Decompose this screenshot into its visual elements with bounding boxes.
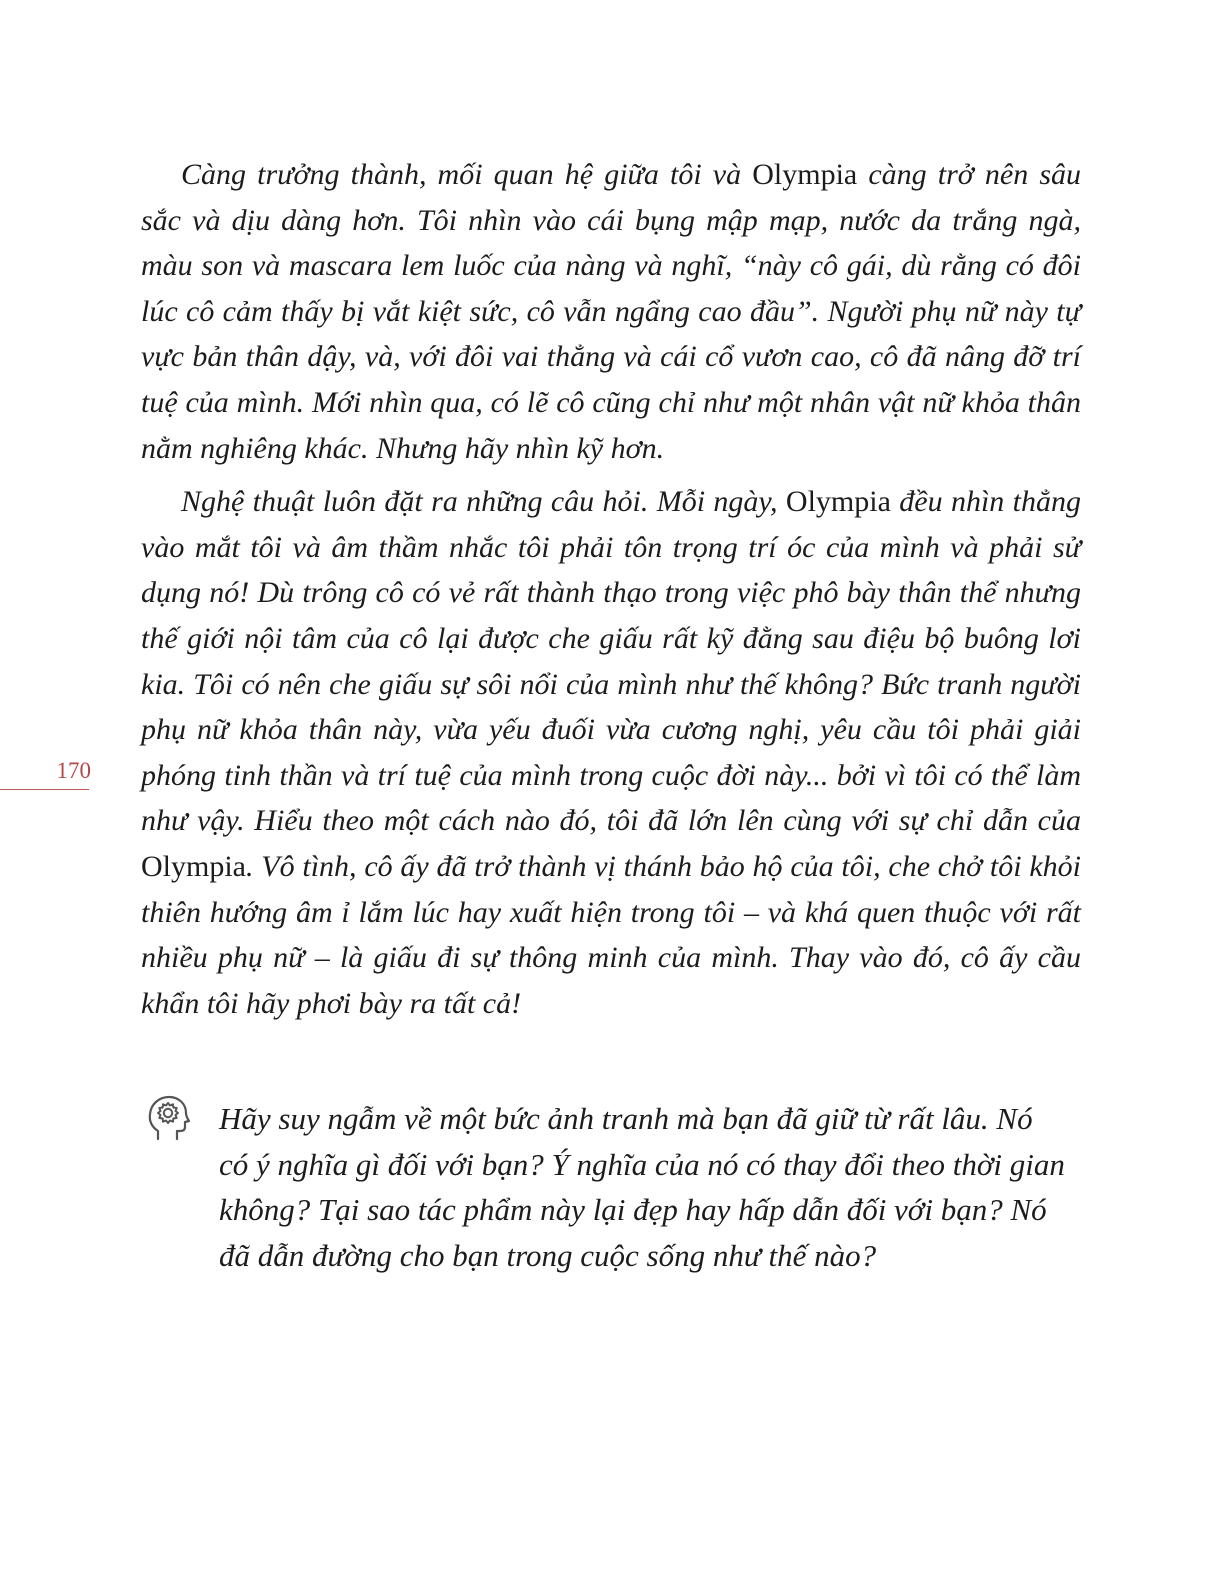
olympia-name: Olympia	[141, 849, 246, 883]
paragraph-1	[141, 152, 1081, 471]
paragraph-2	[141, 479, 1081, 1026]
paragraph-2-text-3: . Vô tình, cô ấy đã trở thành vị thánh bảo hộ của tôi, che chở tôi khỏi thiên hướng âm ỉ lắm lúc hay xuất hiện trong tôi – và khá quen thuộc với rất nhiều phụ nữ – là giấu đi sự thông minh của mình. Thay vào đó, cô ấy cầu khẩn tôi hãy phơi bày ra tất cả!	[141, 849, 1081, 1020]
paragraph-1-text-1: Càng trưởng thành, mối quan hệ giữa tôi và	[181, 158, 753, 191]
paragraph-2-text-2: đều nhìn thẳng vào mắt tôi và âm thầm nhắc tôi phải tôn trọng trí óc của mình và phải sử dụng nó! Dù trông cô có vẻ rất thành thạo trong việc phô bày thân thể nhưng thế giới nội tâm của cô lại được che giấu rất kỹ đằng sau điệu bộ buông lơi kia. Tôi có nên che giấu sự sôi nổi của mình như thế không? Bức tranh người phụ nữ khỏa thân này, vừa yếu đuối vừa cương nghị, yêu cầu tôi phải giải phóng tinh thần và trí tuệ của mình trong cuộc đời này... bởi vì tôi có thể làm như vậy. Hiểu theo một cách nào đó, tôi đã lớn lên cùng với sự chỉ dẫn của	[141, 485, 1081, 838]
page-number: 170	[56, 758, 91, 783]
olympia-name: Olympia	[785, 485, 891, 519]
paragraph-1-text-2: càng trở nên sâu sắc và dịu dàng hơn. Tôi nhìn vào cái bụng mập mạp, nước da trắng ngà, màu son và mascara lem luốc của nàng và nghĩ, “này cô gái, dù rằng có đôi lúc cô cảm thấy bị vắt kiệt sức, cô vẫn ngẩng cao đầu”. Người phụ nữ này tự vực bản thân dậy, và, với đôi vai thẳng và cái cổ vươn cao, cô đã nâng đỡ trí tuệ của mình. Mới nhìn qua, có lẽ cô cũng chỉ như một nhân vật nữ khỏa thân nằm nghiêng khác. Nhưng hãy nhìn kỹ hơn.	[141, 158, 1082, 465]
reflection-prompt: Hãy suy ngẫm về một bức ảnh tranh mà bạn đã giữ từ rất lâu. Nó có ý nghĩa gì đối với bạn? Ý nghĩa của nó có thay đổi theo thời gian không? Tại sao tác phẩm này lại đẹp hay hấp dẫn đối với bạn? Nó đã dẫn đường cho bạn trong cuộc sống như thế nào?	[219, 1101, 1065, 1273]
body-text	[141, 152, 1081, 1026]
paragraph-2-text-1: Nghệ thuật luôn đặt ra những câu hỏi. Mỗi ngày,	[181, 485, 786, 519]
page-number-rule	[0, 789, 89, 790]
olympia-name: Olympia	[752, 158, 858, 191]
head-gear-icon	[144, 1093, 192, 1143]
